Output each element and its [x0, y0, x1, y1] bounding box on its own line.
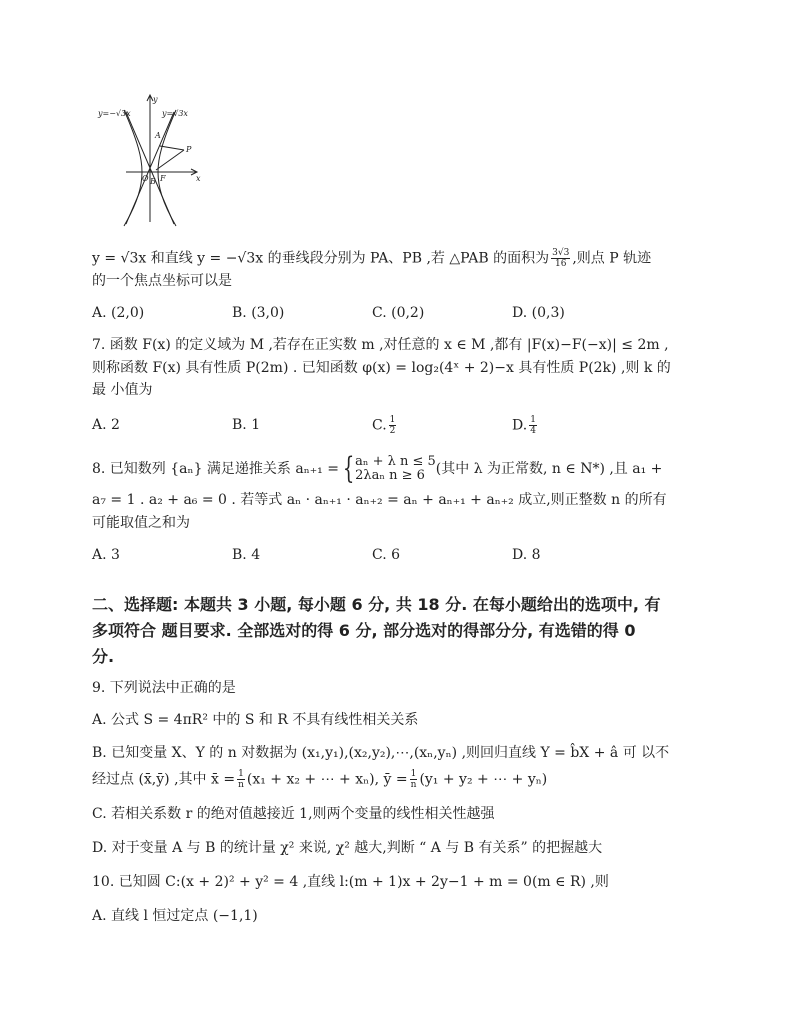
- section-2-heading-line-2: 多项符合 题目要求. 全部选对的得 6 分, 部分选对的得部分分, 有选错的得 0: [92, 621, 636, 640]
- q7-option-b: B. 1: [232, 417, 261, 433]
- q9-fraction-1-over-n-y: $\frac{1}{n}$: [410, 769, 417, 790]
- q8-option-a: A. 3: [92, 547, 120, 563]
- q9-option-c: C. 若相关系数 r 的绝对值越接近 1,则两个变量的线性相关性越强: [92, 806, 495, 822]
- q8-option-b: B. 4: [232, 547, 261, 563]
- label-right-asymptote: y=√3x: [162, 109, 188, 118]
- label-P: P: [186, 145, 192, 154]
- label-B: B: [150, 177, 156, 186]
- q7-option-a: A. 2: [92, 417, 120, 433]
- label-y: y: [153, 95, 158, 104]
- label-x: x: [196, 174, 201, 183]
- q6-option-b: B. (3,0): [232, 305, 285, 321]
- q8-line-1: [92, 452, 662, 486]
- q7-line-1: 7. 函数 F(x) 的定义域为 M ,若存在正实数 m ,对任意的 x ∈ M ,都有 |F(x)−F(−x)| ≤ 2m ,: [92, 337, 669, 353]
- segment-PA: [160, 146, 184, 150]
- q8-line-2: a₇ = 1 . a₂ + a₆ = 0 . 若等式 aₙ · aₙ₊₁ · aₙ₊₂ = aₙ + aₙ₊₁ + aₙ₊₂ 成立,则正整数 n 的所有: [92, 492, 667, 508]
- label-O: O: [142, 174, 149, 183]
- q6-line-2: 的一个焦点坐标可以是: [92, 273, 232, 289]
- q8-line-1-head: 8. 已知数列 {aₙ} 满足递推关系 aₙ₊₁ =: [92, 461, 339, 477]
- section-2-heading-line-1: 二、选择题: 本题共 3 小题, 每小题 6 分, 共 18 分. 在每小题给出的选项中, 有: [92, 595, 661, 614]
- q6-area-fraction: $\frac{3√3}{16}$: [552, 248, 570, 269]
- q8-option-d: D. 8: [512, 547, 541, 563]
- q8-line-1-tail: (其中 λ 为正常数, n ∈ N*) ,且 a₁ +: [435, 461, 663, 477]
- hyperbola-figure: [96, 92, 208, 230]
- label-left-asymptote: y=−√3x: [98, 109, 131, 118]
- q6-line-1-text: y = √3x 和直线 y = −√3x 的垂线段分别为 PA、PB ,若 △PAB 的面积为: [92, 250, 550, 267]
- q10-option-a: A. 直线 l 恒过定点 (−1,1): [92, 908, 258, 924]
- q9-option-d: D. 对于变量 A 与 B 的统计量 χ² 来说, χ² 越大,判断 “ A 与 B 有关系” 的把握越大: [92, 840, 603, 856]
- q8-piecewise: aₙ + λ n ≤ 5 2λaₙ n ≥ 6: [355, 454, 436, 483]
- q6-option-d: D. (0,3): [512, 305, 565, 321]
- q8-option-c: C. 6: [372, 547, 401, 563]
- q6-line-1: [92, 248, 651, 269]
- q6-line-1-tail: ,则点 P 轨迹: [572, 250, 652, 267]
- q10-stem: 10. 已知圆 C:(x + 2)² + y² = 4 ,直线 l:(m + 1)x + 2y−1 + m = 0(m ∈ R) ,则: [92, 874, 609, 890]
- q6-option-c: C. (0,2): [372, 305, 425, 321]
- q6-option-a: A. (2,0): [92, 305, 145, 321]
- q9-fraction-1-over-n-x: $\frac{1}{n}$: [238, 769, 244, 790]
- section-2-heading-line-3: 分.: [92, 647, 115, 666]
- q9-option-a: A. 公式 S = 4πR² 中的 S 和 R 不具有线性相关关系: [92, 712, 419, 728]
- q9-stem: 9. 下列说法中正确的是: [92, 680, 236, 696]
- brace-glyph: {: [342, 451, 355, 486]
- q9-option-b-line-2: 经过点 (x̄,ȳ) ,其中 x̄ = $\frac{1}{n}$ (x₁ + x₂ + ⋯ + xₙ), ȳ = $\frac{1}{n}$ (y₁ + y₂ + ⋯ + yₙ): [92, 769, 548, 790]
- q7-option-c: C. $\frac{1}{2}$: [372, 415, 396, 436]
- label-A: A: [155, 131, 161, 140]
- q7-line-3: 最 小值为: [92, 382, 153, 398]
- q7-line-2: 则称函数 F(x) 具有性质 P(2m) . 已知函数 φ(x) = log₂(4ˣ + 2)−x 具有性质 P(2k) ,则 k 的: [92, 360, 671, 376]
- q9-option-b-line-1: B. 已知变量 X、Y 的 n 对数据为 (x₁,y₁),(x₂,y₂),⋯,(xₙ,yₙ) ,则回归直线 Y = b̂X + â 可 以不: [92, 745, 670, 761]
- label-F: F: [160, 174, 166, 183]
- q8-line-3: 可能取值之和为: [92, 515, 190, 531]
- q7-option-d: D. $\frac{1}{4}$: [512, 415, 536, 436]
